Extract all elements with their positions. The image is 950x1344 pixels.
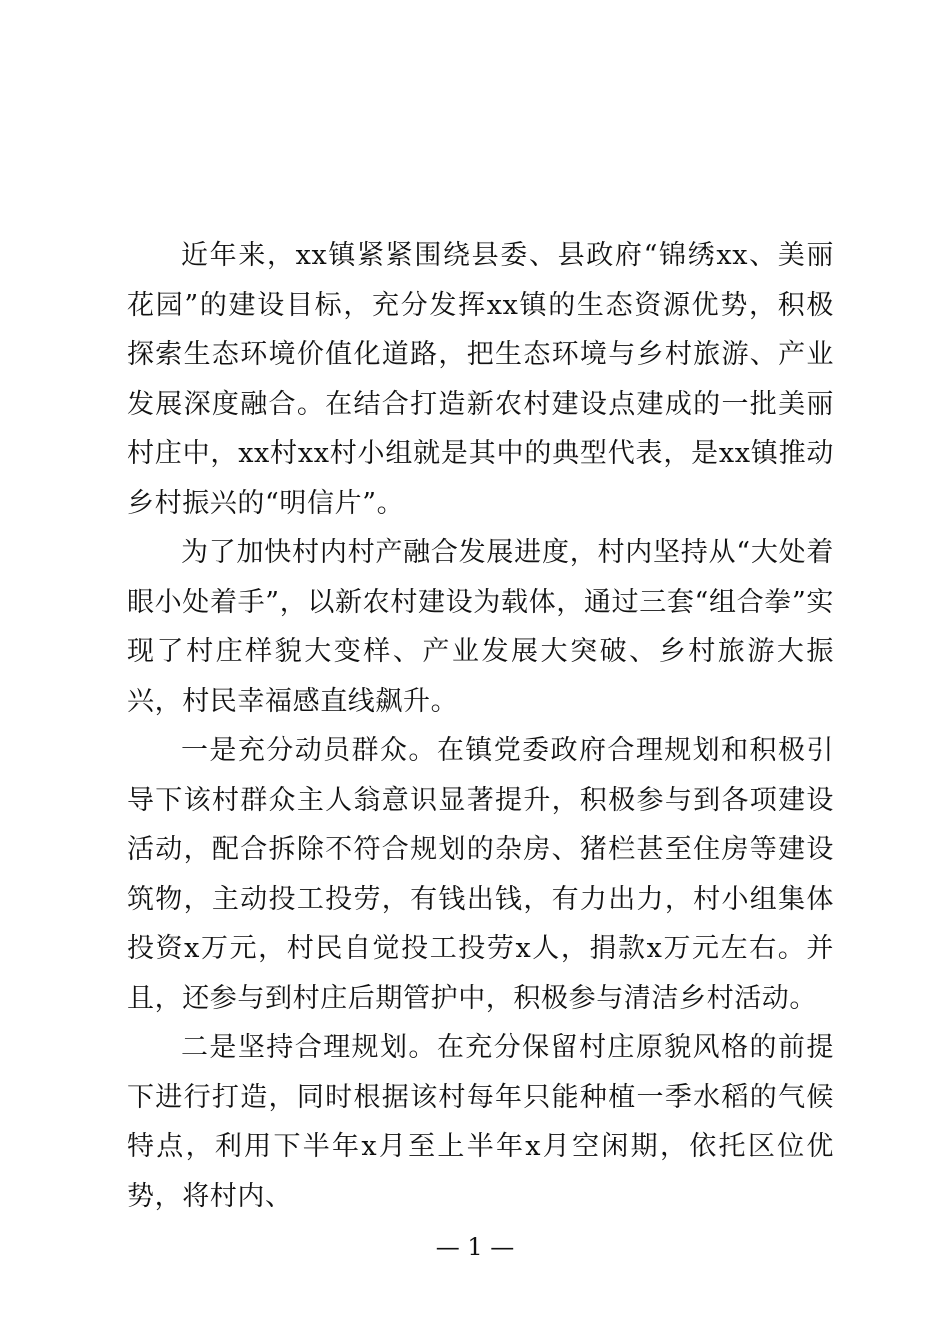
paragraph-approach: 为了加快村内村产融合发展进度，村内坚持从“大处着眼小处着手”，以新农村建设为载体，通过三套“组合拳”实现了村庄样貌大变样、产业发展大突破、乡村旅游大振兴，村民幸福感直线飙升。	[127, 537, 834, 717]
document-body	[127, 231, 834, 1221]
paragraph-point-two: 二是坚持合理规划。在充分保留村庄原貌风格的前提下进行打造，同时根据该村每年只能种植一季水稻的气候特点，利用下半年x月至上半年x月空闲期，依托区位优势，将村内、	[127, 1032, 834, 1212]
page-number: — 1 —	[435, 1233, 515, 1261]
paragraph-intro: 近年来，xx镇紧紧围绕县委、县政府“锦绣xx、美丽花园”的建设目标，充分发挥xx镇的生态资源优势，积极探索生态环境价值化道路，把生态环境与乡村旅游、产业发展深度融合。在结合打造新农村建设点建成的一批美丽村庄中，xx村xx村小组就是其中的典型代表，是xx镇推动乡村振兴的“明信片”。	[127, 240, 834, 519]
paragraph-point-one: 一是充分动员群众。在镇党委政府合理规划和积极引导下该村群众主人翁意识显著提升，积极参与到各项建设活动，配合拆除不符合规划的杂房、猪栏甚至住房等建设筑物，主动投工投劳，有钱出钱，有力出力，村小组集体投资x万元，村民自觉投工投劳x人，捐款x万元左右。并且，还参与到村庄后期管护中，积极参与清洁乡村活动。	[127, 735, 834, 1014]
